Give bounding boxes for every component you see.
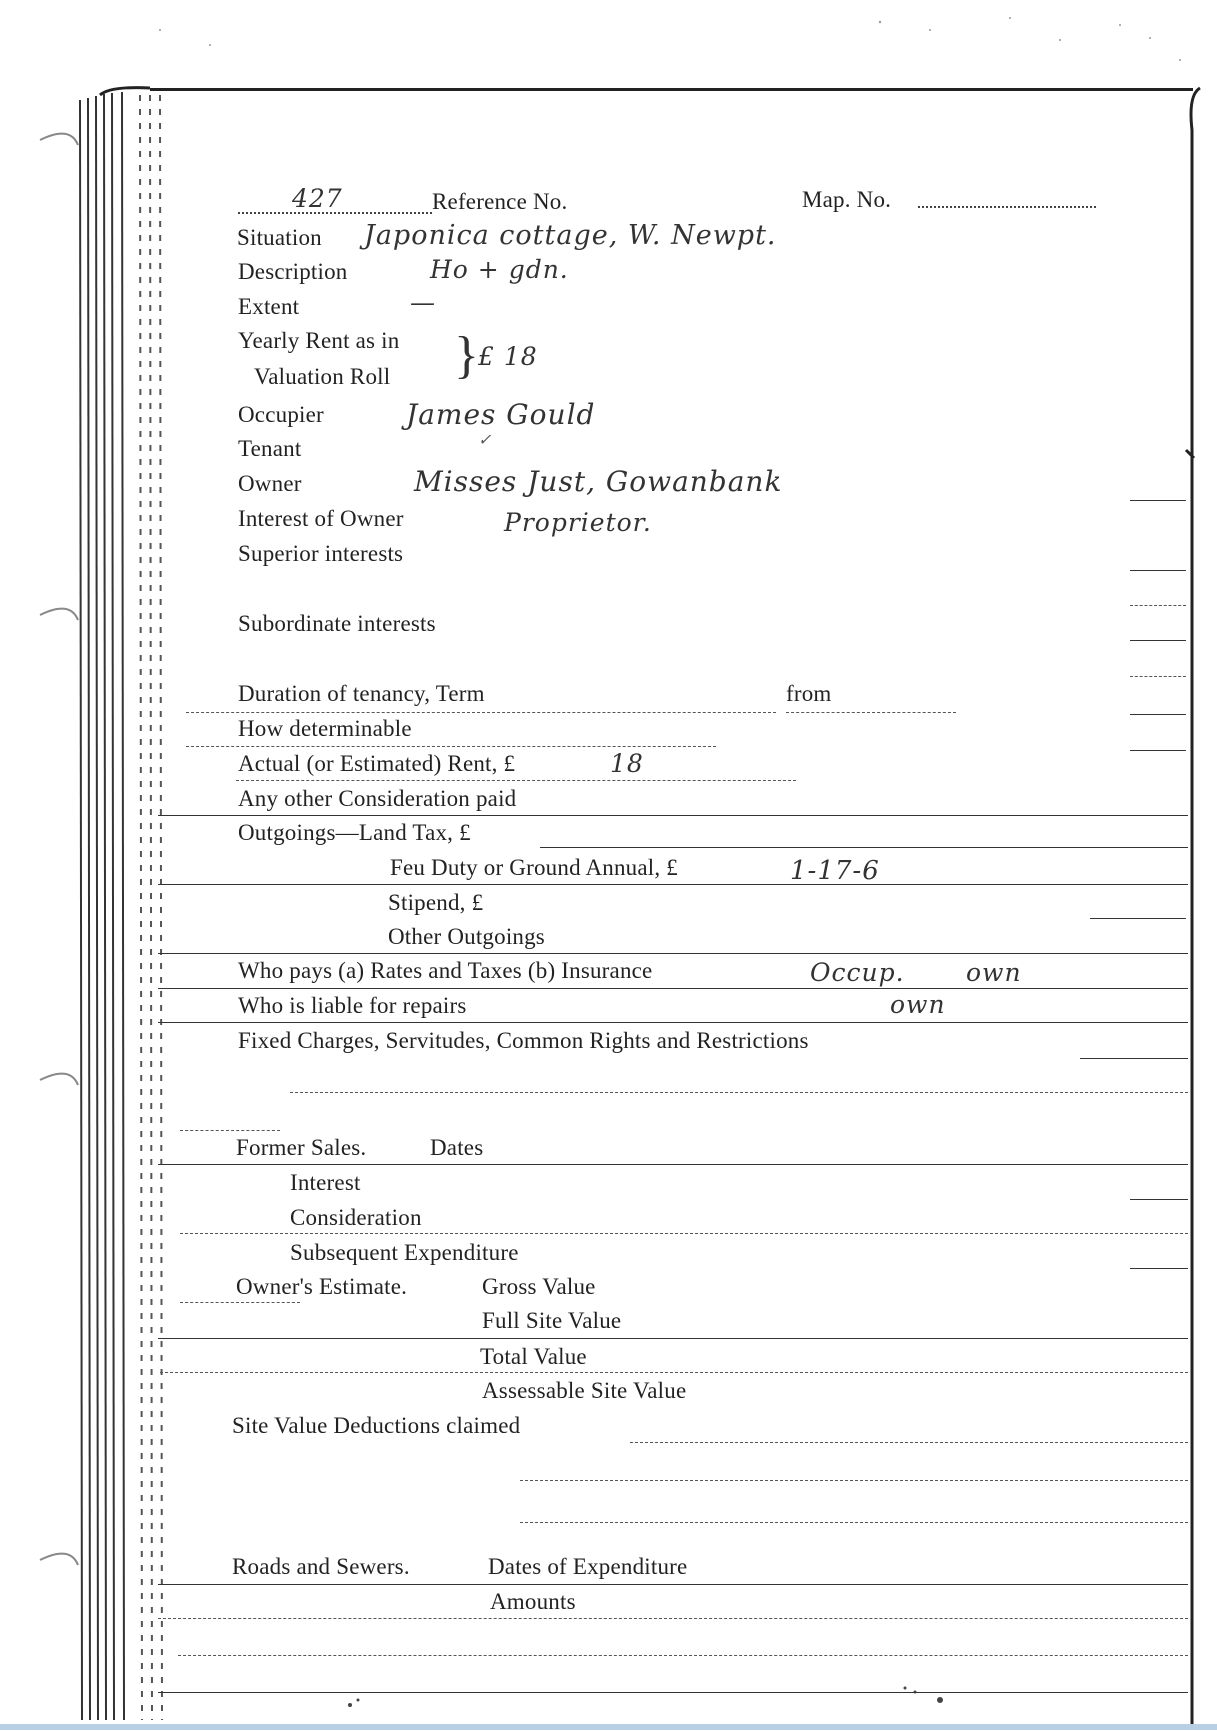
fixed-rule-3: [180, 1130, 280, 1131]
subordinate-interests-label: Subordinate interests: [238, 611, 436, 636]
outgoings-label: Outgoings—Land Tax, £: [238, 820, 471, 845]
tenant-label: Tenant: [238, 436, 302, 461]
map-dots: [918, 206, 1096, 208]
deductions-line-1: [630, 1442, 1188, 1443]
deductions-line-3: [520, 1522, 1188, 1523]
former-sales-label: Former Sales.: [236, 1135, 367, 1160]
right-rule-b: [1130, 570, 1186, 571]
who-pays-rule: [158, 988, 1188, 989]
bottom-line-2: [158, 1692, 1188, 1693]
rates-taxes-value: Occup.: [810, 958, 905, 987]
assessable-site-value-label: Assessable Site Value: [482, 1378, 687, 1403]
repairs-label: Who is liable for repairs: [238, 993, 467, 1018]
other-outgoings-rule: [158, 953, 1188, 954]
situation-label: Situation: [237, 225, 322, 250]
who-pays-label: Who pays (a) Rates and Taxes (b) Insurance: [238, 958, 653, 983]
actual-rent-label: Actual (or Estimated) Rent, £: [238, 751, 516, 776]
valuation-roll-label: Valuation Roll: [254, 364, 391, 389]
right-rule-c: [1130, 605, 1186, 606]
subsequent-expenditure-label: Subsequent Expenditure: [290, 1240, 519, 1265]
feu-duty-value: 1-17-6: [790, 856, 880, 886]
total-value-label: Total Value: [480, 1344, 587, 1369]
consideration-rule: [158, 815, 1188, 816]
outgoings-rule: [540, 847, 1188, 848]
right-rule-d: [1130, 640, 1186, 641]
insurance-value: own: [966, 958, 1022, 987]
feu-duty-label: Feu Duty or Ground Annual, £: [390, 855, 678, 880]
extent-label: Extent: [238, 294, 300, 319]
subsequent-rule: [1130, 1268, 1188, 1269]
superior-interests-label: Superior interests: [238, 541, 404, 566]
right-rule-e: [1130, 676, 1186, 677]
site-value-deductions-label: Site Value Deductions claimed: [232, 1413, 521, 1438]
map-label: Map. No.: [802, 187, 892, 212]
dates-expenditure-label: Dates of Expenditure: [488, 1554, 688, 1579]
interest-owner-label: Interest of Owner: [238, 506, 404, 531]
reference-label: Reference No.: [432, 189, 568, 214]
feu-rule: [158, 884, 1188, 885]
roads-sewers-label: Roads and Sewers.: [232, 1554, 410, 1579]
fixed-charges-label: Fixed Charges, Servitudes, Common Rights and Restrictions: [238, 1028, 809, 1053]
brace: }: [454, 327, 479, 384]
occupier-value: James Gould: [406, 398, 596, 431]
repairs-value: own: [890, 990, 946, 1019]
fixed-rule-1: [1080, 1058, 1188, 1059]
amounts-line: [158, 1618, 1188, 1619]
interest-owner-value: Proprietor.: [504, 508, 652, 537]
total-line: [160, 1372, 1188, 1373]
determinable-label: How determinable: [238, 716, 412, 741]
duration-label: Duration of tenancy, Term: [238, 681, 485, 706]
full-site-rule: [158, 1338, 1188, 1339]
consideration-line: [180, 1233, 1188, 1234]
reference-number: 427: [292, 184, 343, 213]
extent-value: —: [410, 288, 436, 317]
repairs-rule: [158, 1022, 1188, 1023]
bottom-line-1: [178, 1655, 1188, 1656]
description-label: Description: [238, 259, 348, 284]
actual-rent-line: [236, 780, 796, 781]
description-value: Ho + gdn.: [430, 255, 569, 284]
consideration-label: Consideration: [290, 1205, 422, 1230]
gross-line: [180, 1302, 300, 1303]
owners-estimate-label: Owner's Estimate.: [236, 1274, 408, 1299]
interest-rule: [1130, 1199, 1188, 1200]
occupier-label: Occupier: [238, 402, 324, 427]
dates-label: Dates: [430, 1135, 484, 1160]
yearly-rent-value: £ 18: [478, 342, 538, 371]
gross-value-label: Gross Value: [482, 1274, 596, 1299]
owner-value: Misses Just, Gowanbank: [414, 465, 783, 498]
actual-rent-value: 18: [610, 749, 644, 778]
right-line-2: [1130, 750, 1186, 751]
owner-label: Owner: [238, 471, 302, 496]
full-site-value-label: Full Site Value: [482, 1308, 622, 1333]
from-label: from: [786, 681, 832, 706]
other-consideration-label: Any other Consideration paid: [238, 786, 517, 811]
fixed-rule-2: [290, 1092, 1188, 1093]
right-rule-a: [1130, 500, 1186, 501]
interest-label: Interest: [290, 1170, 361, 1195]
amounts-label: Amounts: [490, 1589, 576, 1614]
determinable-line: [186, 746, 716, 747]
stipend-rule: [1090, 918, 1186, 919]
tenant-value: ✓: [478, 430, 493, 449]
from-line: [786, 712, 956, 713]
duration-line: [186, 712, 776, 713]
deductions-line-2: [520, 1480, 1188, 1481]
dates-rule: [158, 1164, 1188, 1165]
situation-value: Japonica cottage, W. Newpt.: [364, 220, 777, 251]
other-outgoings-label: Other Outgoings: [388, 924, 545, 949]
yearly-rent-label: Yearly Rent as in: [238, 328, 400, 353]
right-line-1: [1130, 714, 1186, 715]
roads-rule: [158, 1584, 1188, 1585]
stipend-label: Stipend, £: [388, 890, 484, 915]
